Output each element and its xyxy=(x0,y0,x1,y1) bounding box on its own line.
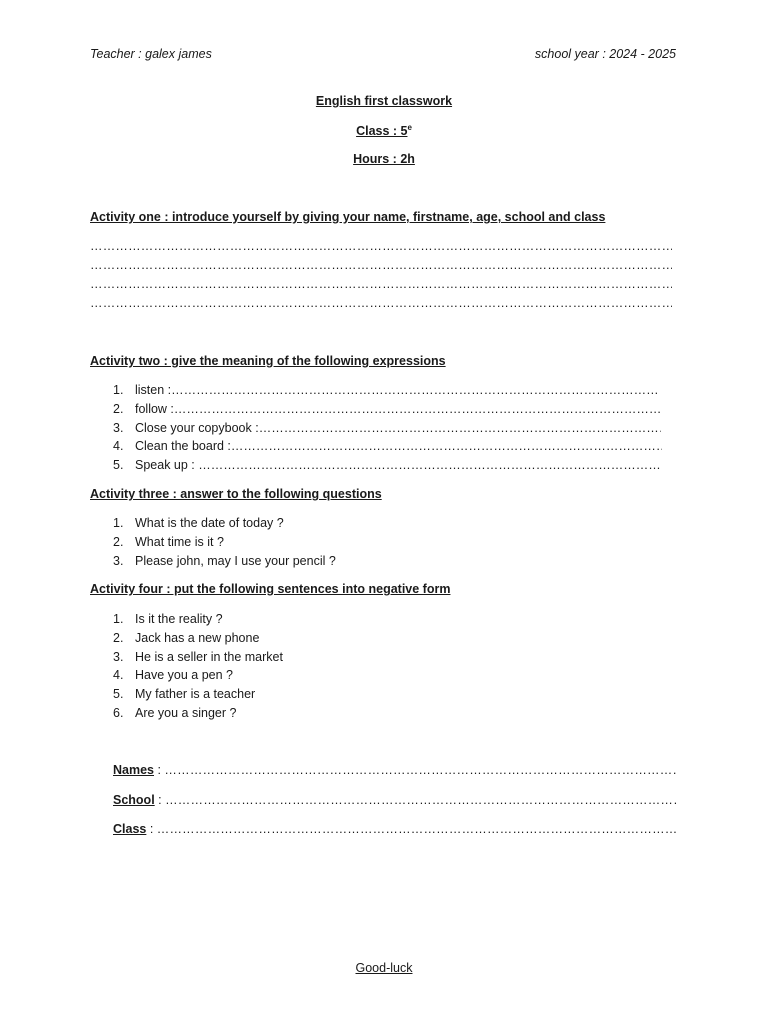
item-text: Speak up : xyxy=(135,458,199,473)
item-text: Jack has a new phone xyxy=(135,630,260,645)
list-item xyxy=(90,456,662,475)
item-number: 1. xyxy=(113,516,124,530)
item-number: 4. xyxy=(113,668,124,683)
item-text: Close your copybook : xyxy=(135,420,259,435)
fill-dots xyxy=(198,458,662,472)
activity-three-list xyxy=(90,514,336,570)
item-number: 5. xyxy=(113,687,124,702)
item-text: What time is it ? xyxy=(135,534,224,549)
list-item xyxy=(90,437,662,456)
list-item xyxy=(90,514,336,533)
fill-dots xyxy=(231,439,662,453)
fill-dots xyxy=(171,383,658,397)
activity-four-heading: Activity four : put the following sentences into negative form xyxy=(90,582,451,596)
list-item xyxy=(90,419,661,438)
names-label: Names xyxy=(113,763,154,777)
field-separator: : xyxy=(154,793,166,807)
item-number: 4. xyxy=(113,439,124,454)
activity-one-heading: Activity one : introduce yourself by giving your name, firstname, age, school and class xyxy=(90,210,606,224)
activity-two-list xyxy=(90,381,662,475)
answer-line-1 xyxy=(90,239,672,253)
answer-line-4 xyxy=(90,296,672,310)
item-number: 2. xyxy=(113,401,124,416)
item-text: follow : xyxy=(135,401,174,416)
activity-three-heading: Activity three : answer to the following questions xyxy=(90,487,382,501)
class-field-label: Class xyxy=(113,822,147,836)
list-item xyxy=(90,666,283,685)
school-fill-line xyxy=(165,793,678,807)
item-text: What is the date of today ? xyxy=(135,516,284,530)
item-number: 2. xyxy=(113,534,124,549)
field-separator: : xyxy=(146,822,157,836)
item-text: Are you a singer ? xyxy=(135,705,237,720)
item-number: 2. xyxy=(113,630,124,645)
list-item xyxy=(90,610,283,629)
item-text: He is a seller in the market xyxy=(135,649,283,664)
class-fill-line xyxy=(157,822,678,836)
activity-four-list xyxy=(90,610,283,723)
list-item xyxy=(90,629,283,648)
field-separator: : xyxy=(154,763,165,777)
class-superscript: e xyxy=(407,123,412,132)
fill-dots xyxy=(259,421,661,435)
list-item xyxy=(90,381,658,400)
item-text: Have you a pen ? xyxy=(135,668,233,683)
item-number: 3. xyxy=(113,649,124,664)
school-year: school year : 2024 - 2025 xyxy=(534,47,676,61)
list-item xyxy=(90,552,336,571)
school-field xyxy=(113,793,678,807)
item-number: 6. xyxy=(113,705,124,720)
item-number: 3. xyxy=(113,553,124,568)
item-number: 3. xyxy=(113,420,124,435)
item-number: 1. xyxy=(113,383,124,397)
answer-line-2 xyxy=(90,258,672,272)
fill-dots xyxy=(174,402,660,416)
hours-line: Hours : 2h xyxy=(353,152,415,166)
list-item xyxy=(90,400,660,419)
list-item xyxy=(90,648,283,667)
list-item xyxy=(90,704,283,723)
item-text: listen : xyxy=(135,383,172,397)
list-item xyxy=(90,685,283,704)
names-field xyxy=(113,763,678,777)
class-line xyxy=(0,123,768,138)
item-text: My father is a teacher xyxy=(135,687,256,702)
names-fill-line xyxy=(164,763,678,777)
activity-two-heading: Activity two : give the meaning of the following expressions xyxy=(90,354,446,368)
teacher-name: Teacher : galex james xyxy=(90,47,212,61)
class-field xyxy=(113,822,678,836)
item-number: 1. xyxy=(113,612,124,626)
item-text: Clean the board : xyxy=(135,439,231,454)
item-text: Please john, may I use your pencil ? xyxy=(135,553,336,568)
school-label: School xyxy=(113,793,155,807)
item-number: 5. xyxy=(113,458,124,473)
document-title: English first classwork xyxy=(315,94,453,108)
good-luck: Good-luck xyxy=(355,961,413,975)
class-label: Class : 5 xyxy=(356,124,408,139)
item-text: Is it the reality ? xyxy=(135,612,223,626)
list-item xyxy=(90,533,336,552)
answer-line-3 xyxy=(90,277,672,291)
